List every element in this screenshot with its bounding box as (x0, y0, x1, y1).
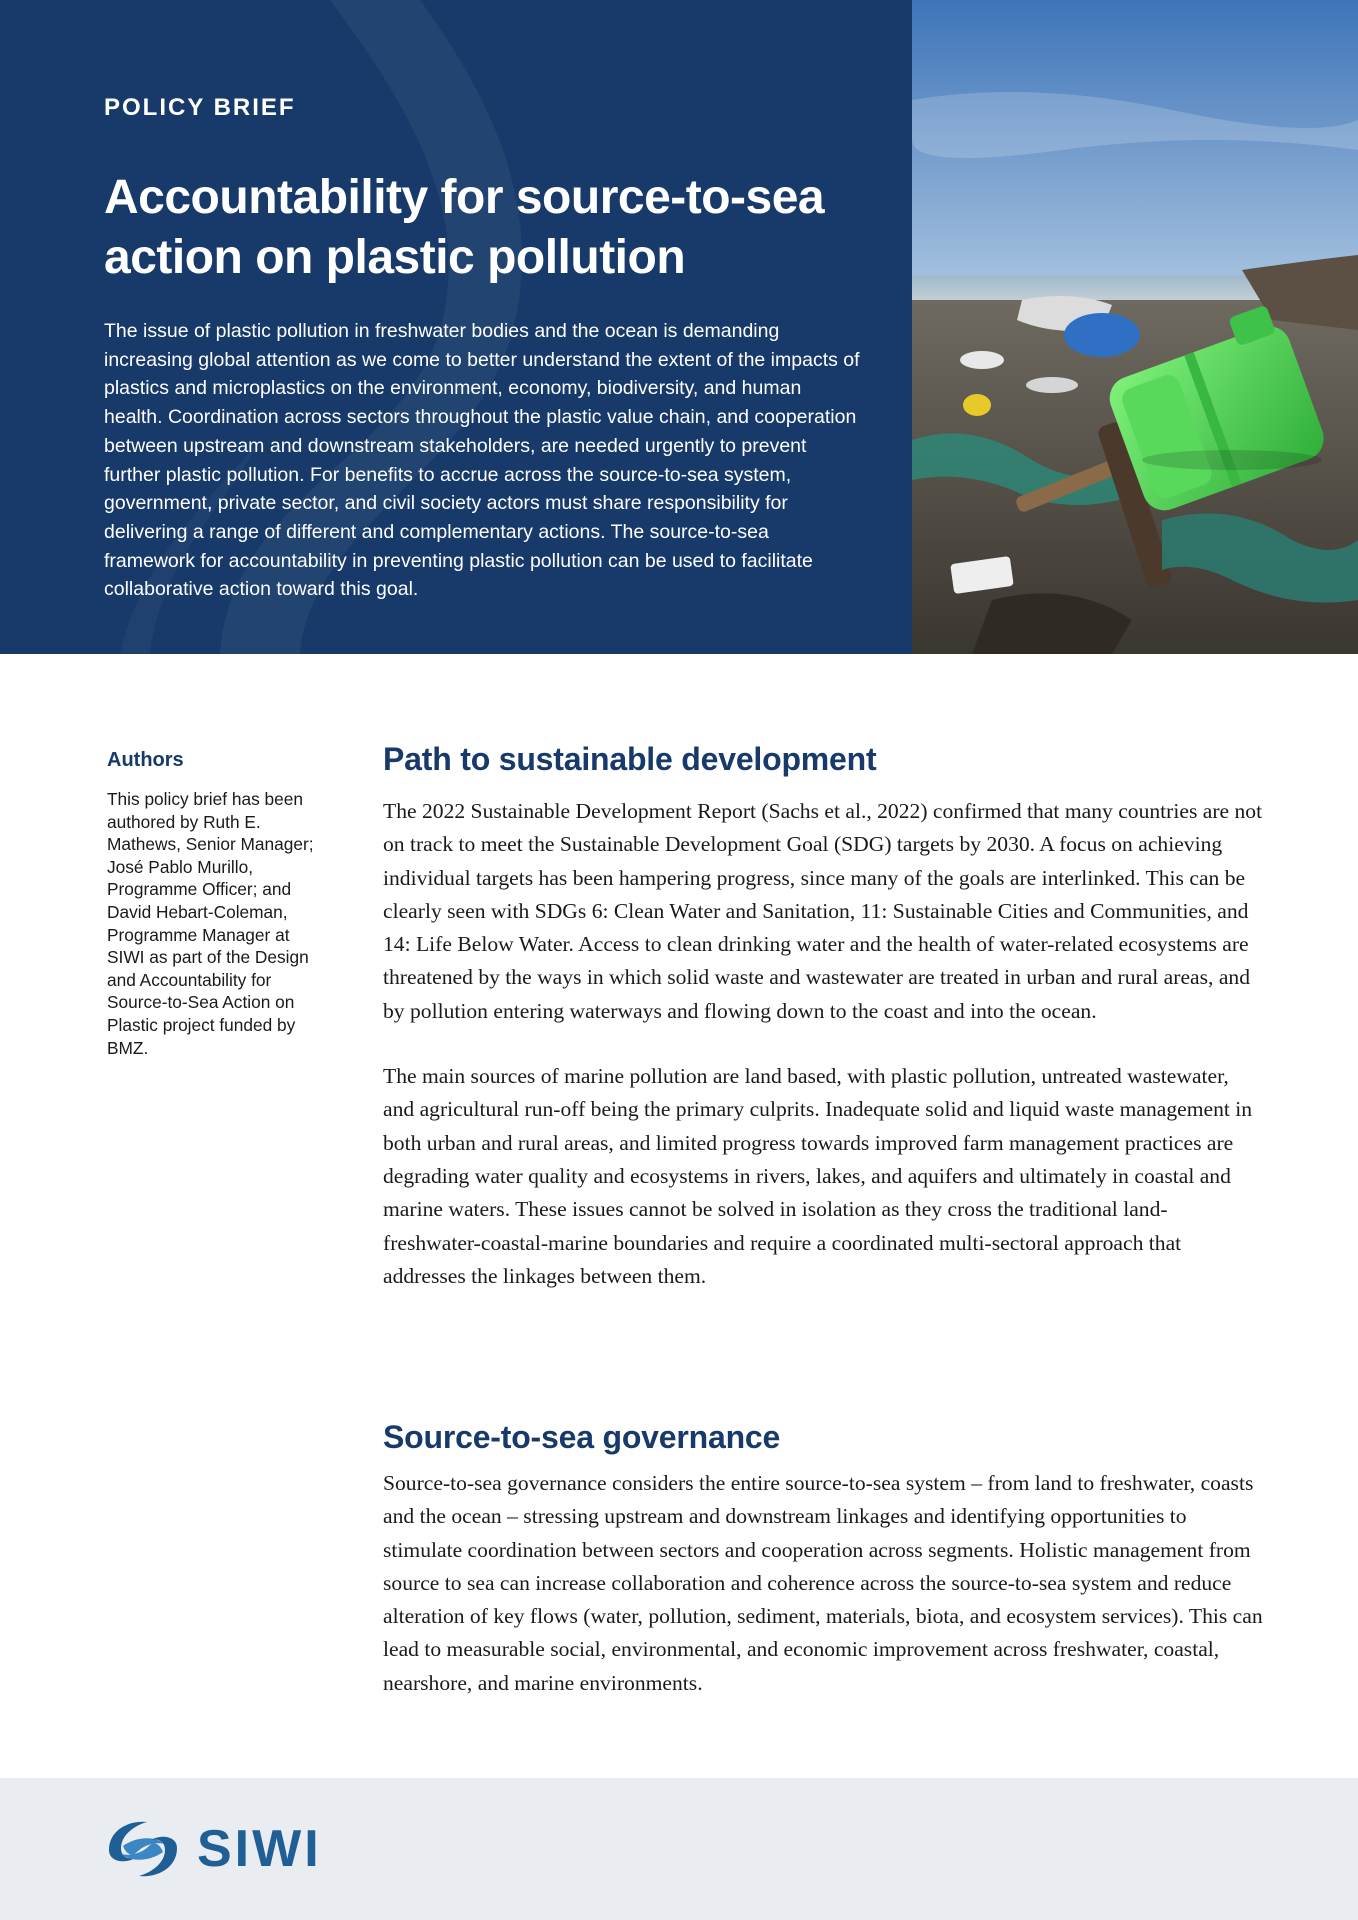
document-type-label: POLICY BRIEF (104, 94, 296, 121)
section-heading: Source-to-sea governance (383, 1419, 781, 1455)
intro-paragraph: The issue of plastic pollution in freshwater bodies and the ocean is demanding increasing global attention as we come to better understand the extent of the impacts of plastics and microplastics on the environment, economy, biodiversity, and human health. Coordination across sectors throughout the plastic value chain, and cooperation between upstream and downstream stakeholders, are needed urgently to prevent further plastic pollution. For benefits to accrue across the source-to-sea system, government, private sector, and civil society actors must share responsibility for delivering a range of different and complementary actions. The source-to-sea framework for accountability in preventing plastic pollution can be used to facilitate collaborative action toward this goal. (104, 320, 860, 601)
authors-sidebar (107, 749, 317, 1059)
section-path-to-sustainable-development (383, 735, 1263, 1293)
siwi-logo-text: SIWI (197, 1820, 322, 1878)
siwi-logo-mark-icon (103, 1816, 183, 1882)
authors-text: This policy brief has been authored by Ruth E. Mathews, Senior Manager; José Pablo Murillo, Programme Officer; and David Hebart-Coleman, Programme Manager at SIWI as part of the Design and Accountability for Source-to-Sea Action on Plastic project funded by BMZ. (107, 789, 314, 1058)
document-title: Accountability for source-to-sea action on plastic pollution (104, 171, 825, 284)
footer-band (0, 1778, 1358, 1920)
section-paragraph: The main sources of marine pollution are land based, with plastic pollution, untreated wastewater, and agricultural run-off being the primary culprits. Inadequate solid and liquid waste management in both urban and rural areas, and limited progress towards improved farm management practices are degrading water quality and ecosystems in rivers, lakes, and aquifers and ultimately in coastal and marine waters. These issues cannot be solved in isolation as they cross the traditional land-freshwater-coastal-marine boundaries and require a coordinated multi-sectoral approach that addresses the linkages between them. (383, 1064, 1253, 1288)
authors-heading: Authors (107, 749, 184, 771)
section-source-to-sea-governance (383, 1407, 1263, 1700)
header-band (0, 0, 1358, 654)
section-paragraph: Source-to-sea governance considers the entire source-to-sea system – from land to freshwater, coasts and the ocean – stressing upstream and downstream linkages and identifying opportunities to stimulate coordination between sectors and cooperation across segments. Holistic management from source to sea can increase collaboration and coherence across the source-to-sea system and reduce alteration of key flows (water, pollution, sediment, materials, biota, and ecosystem services). This can lead to measurable social, environmental, and economic improvement across freshwater, coastal, nearshore, and marine environments. (383, 1471, 1263, 1695)
cover-photo-plastic-beach (912, 0, 1358, 654)
section-heading: Path to sustainable development (383, 741, 877, 777)
section-paragraph: The 2022 Sustainable Development Report (Sachs et al., 2022) confirmed that many countries are not on track to meet the Sustainable Development Goal (SDG) targets by 2030. A focus on achieving individual targets has been hampering progress, since many of the goals are interlinked. This can be clearly seen with SDGs 6: Clean Water and Sanitation, 11: Sustainable Cities and Communities, and 14: Life Below Water. Access to clean drinking water and the health of water-related ecosystems are threatened by the ways in which solid waste and wastewater are treated in urban and rural areas, and by pollution entering waterways and flowing down to the coast and into the ocean. (383, 799, 1263, 1023)
siwi-logo (103, 1816, 322, 1882)
